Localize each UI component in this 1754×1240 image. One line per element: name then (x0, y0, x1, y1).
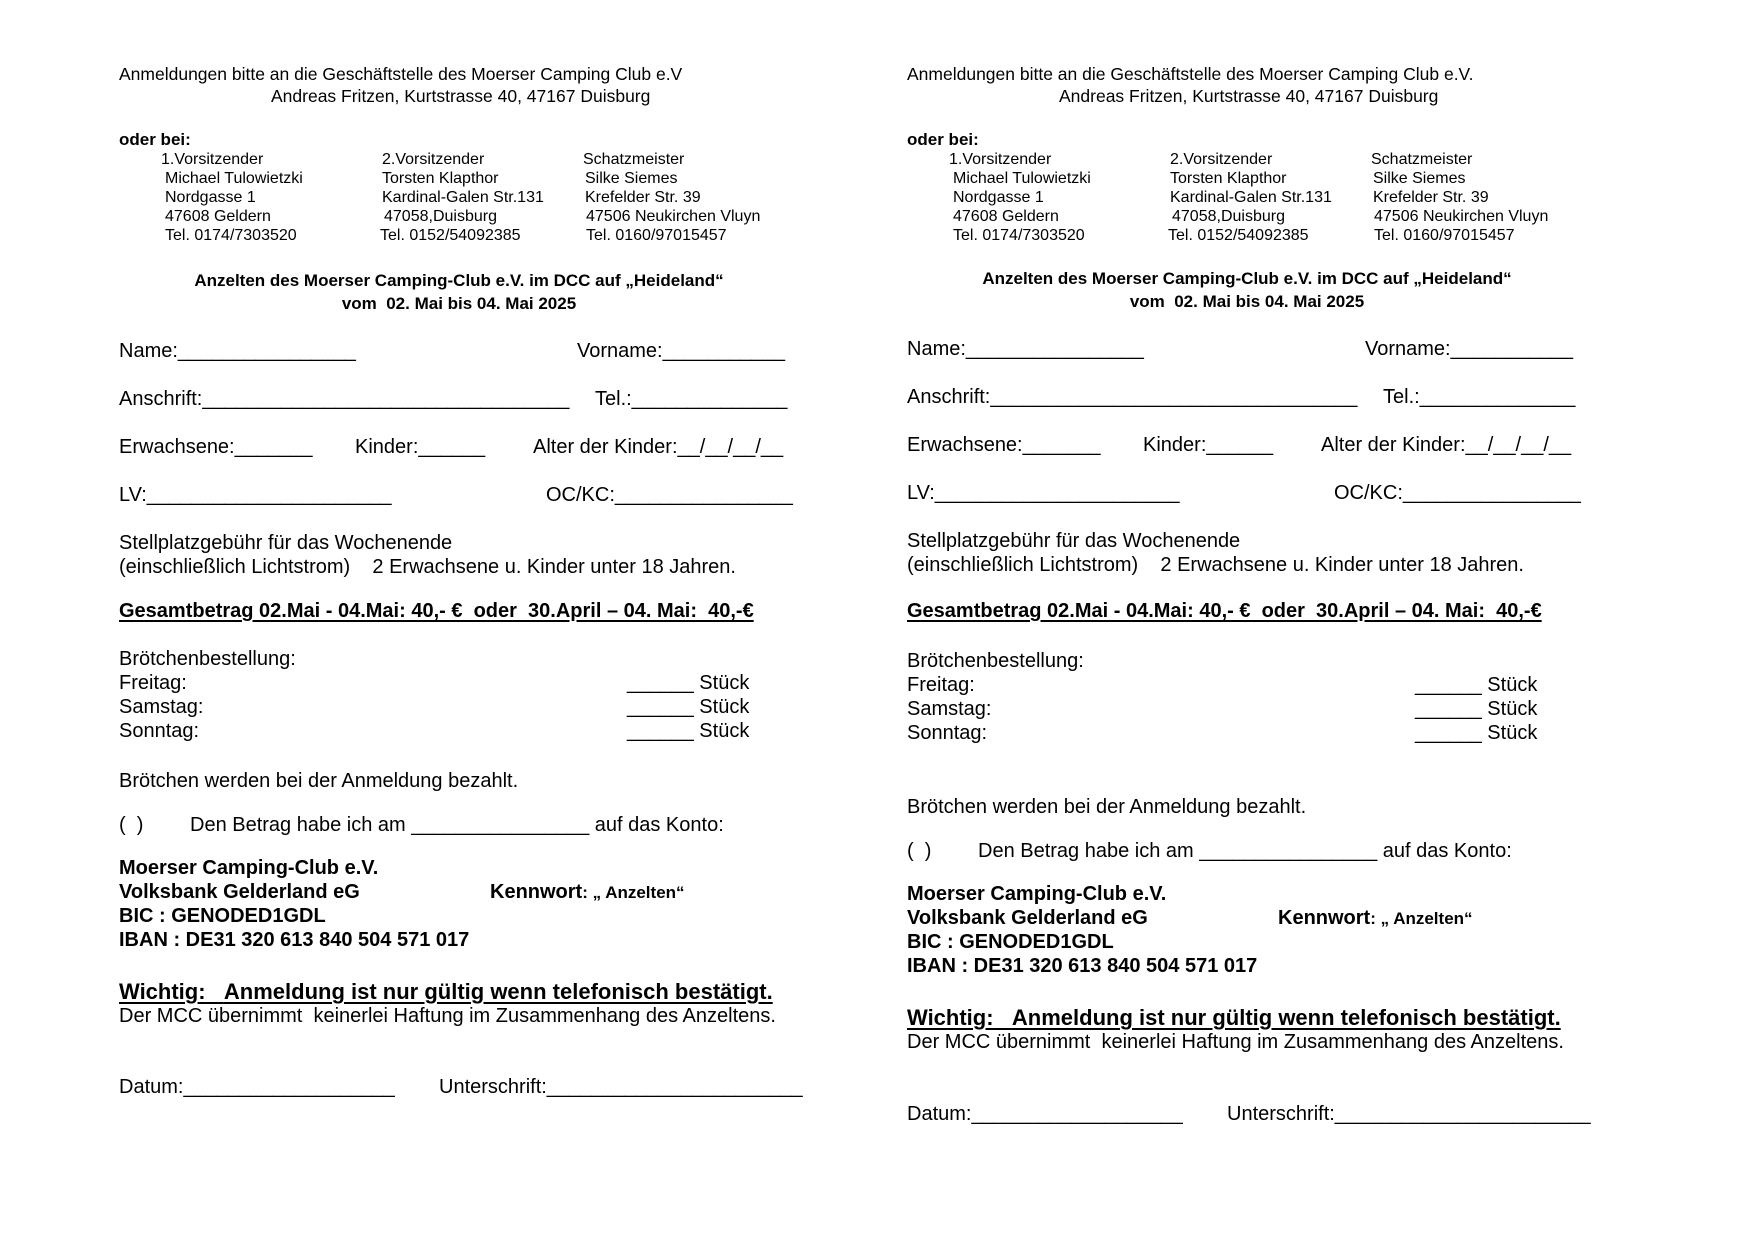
bank-name: Volksbank Gelderland eG (119, 881, 360, 903)
contact-street: Nordgasse 1 (165, 189, 256, 206)
contact-street: Kardinal-Galen Str.131 (1170, 189, 1332, 206)
lv-field[interactable]: LV:______________________ (907, 482, 1180, 504)
kennwort (1278, 908, 1473, 928)
broetchen-day: Sonntag: (907, 722, 988, 744)
unterschrift-field[interactable]: Unterschrift:_______________________ (1227, 1103, 1591, 1125)
registration-form-left (119, 0, 879, 1240)
kennwort-value: : „ Anzelten“ (1370, 909, 1473, 928)
kennwort (490, 882, 685, 902)
broetchen-qty[interactable]: ______ Stück (627, 720, 750, 742)
contact-city: 47058,Duisburg (1172, 208, 1285, 225)
oder-bei-label: oder bei: (907, 130, 979, 149)
wichtig-text: Anmeldung ist nur gültig wenn telefonisch bestätigt (1011, 1005, 1555, 1030)
contact-role: 2.Vorsitzender (382, 151, 485, 168)
payment-checkbox[interactable]: ( ) (907, 840, 932, 862)
bic: BIC : GENODED1GDL (119, 905, 326, 927)
lv-field[interactable]: LV:______________________ (119, 484, 392, 506)
gesamtbetrag: Gesamtbetrag 02.Mai - 04.Mai: 40,- € oder 30.April – 04. Mai: 40,-€ (119, 600, 754, 622)
name-field[interactable]: Name:________________ (907, 338, 1144, 360)
contact-name: Silke Siemes (1373, 170, 1466, 187)
payment-checkbox[interactable]: ( ) (119, 814, 144, 836)
contact-tel: Tel. 0152/54092385 (1168, 227, 1309, 244)
contact-name: Torsten Klapthor (382, 170, 499, 187)
iban: IBAN : DE31 320 613 840 504 571 017 (907, 955, 1258, 977)
wichtig-notice (907, 1007, 1561, 1029)
contact-street: Krefelder Str. 39 (585, 189, 701, 206)
ockc-field[interactable]: OC/KC:________________ (1334, 482, 1581, 504)
contact-name: Silke Siemes (585, 170, 678, 187)
wichtig-period: . (1554, 1005, 1561, 1030)
anschrift-field[interactable]: Anschrift:_________________________________ (119, 388, 570, 410)
wichtig-text: Anmeldung ist nur gültig wenn telefonisch bestätigt (223, 979, 767, 1004)
haftung-note: Der MCC übernimmt keinerlei Haftung im Zusammenhang des Anzeltens. (119, 1005, 776, 1027)
bank-name: Volksbank Gelderland eG (907, 907, 1148, 929)
bank-club: Moerser Camping-Club e.V. (119, 857, 379, 879)
contact-street: Krefelder Str. 39 (1373, 189, 1489, 206)
wichtig-period: . (766, 979, 773, 1004)
broetchen-day: Samstag: (907, 698, 992, 720)
wichtig-label: Wichtig: (119, 979, 206, 1004)
kennwort-label: Kennwort (490, 881, 583, 903)
broetchen-note: Brötchen werden bei der Anmeldung bezahlt. (119, 770, 519, 792)
datum-field[interactable]: Datum:___________________ (119, 1076, 395, 1098)
contact-tel: Tel. 0160/97015457 (1374, 227, 1515, 244)
broetchen-qty[interactable]: ______ Stück (627, 696, 750, 718)
kinder-field[interactable]: Kinder:______ (1143, 434, 1274, 456)
contact-role: Schatzmeister (583, 151, 685, 168)
contact-role: 1.Vorsitzender (949, 151, 1052, 168)
contact-role: Schatzmeister (1371, 151, 1473, 168)
broetchen-day: Freitag: (119, 672, 187, 694)
event-title-line-1: Anzelten des Moerser Camping-Club e.V. im DCC auf „Heideland“ (194, 271, 724, 290)
header-line-1: Anmeldungen bitte an die Geschäftstelle des Moerser Camping Club e.V (119, 64, 683, 84)
contact-name: Torsten Klapthor (1170, 170, 1287, 187)
ockc-field[interactable]: OC/KC:________________ (546, 484, 793, 506)
unterschrift-field[interactable]: Unterschrift:_______________________ (439, 1076, 803, 1098)
wichtig-notice (119, 981, 773, 1003)
fee-line-2: (einschließlich Lichtstrom) 2 Erwachsene u. Kinder unter 18 Jahren. (119, 556, 736, 578)
oder-bei-label: oder bei: (119, 130, 191, 149)
fee-line-1: Stellplatzgebühr für das Wochenende (119, 532, 453, 554)
contact-name: Michael Tulowietzki (165, 170, 303, 187)
vorname-field[interactable]: Vorname:___________ (1365, 338, 1573, 360)
broetchen-heading: Brötchenbestellung: (119, 648, 296, 670)
contact-street: Nordgasse 1 (953, 189, 1044, 206)
bank-club: Moerser Camping-Club e.V. (907, 883, 1167, 905)
broetchen-qty[interactable]: ______ Stück (627, 672, 750, 694)
contact-tel: Tel. 0174/7303520 (165, 227, 297, 244)
event-title-line-1: Anzelten des Moerser Camping-Club e.V. im DCC auf „Heideland“ (982, 269, 1512, 288)
alter-kinder-field[interactable]: Alter der Kinder:__/__/__/__ (1321, 434, 1572, 456)
datum-field[interactable]: Datum:___________________ (907, 1103, 1183, 1125)
tel-field[interactable]: Tel.:______________ (595, 388, 788, 410)
header-line-1: Anmeldungen bitte an die Geschäftstelle des Moerser Camping Club e.V. (907, 64, 1474, 84)
registration-form-right (907, 0, 1667, 1240)
contact-tel: Tel. 0174/7303520 (953, 227, 1085, 244)
bic: BIC : GENODED1GDL (907, 931, 1114, 953)
vorname-field[interactable]: Vorname:___________ (577, 340, 785, 362)
erwachsene-field[interactable]: Erwachsene:_______ (119, 436, 313, 458)
kennwort-label: Kennwort (1278, 907, 1371, 929)
event-title-line-2: vom 02. Mai bis 04. Mai 2025 (1129, 292, 1365, 311)
broetchen-qty[interactable]: ______ Stück (1415, 722, 1538, 744)
broetchen-qty[interactable]: ______ Stück (1415, 698, 1538, 720)
header-line-2: Andreas Fritzen, Kurtstrasse 40, 47167 Duisburg (271, 86, 651, 106)
haftung-note: Der MCC übernimmt keinerlei Haftung im Zusammenhang des Anzeltens. (907, 1031, 1564, 1053)
name-field[interactable]: Name:________________ (119, 340, 356, 362)
erwachsene-field[interactable]: Erwachsene:_______ (907, 434, 1101, 456)
contact-tel: Tel. 0152/54092385 (380, 227, 521, 244)
broetchen-day: Sonntag: (119, 720, 200, 742)
alter-kinder-field[interactable]: Alter der Kinder:__/__/__/__ (533, 436, 784, 458)
contact-city: 47608 Geldern (165, 208, 271, 225)
betrag-line[interactable]: Den Betrag habe ich am ________________ auf das Konto: (978, 840, 1512, 862)
broetchen-qty[interactable]: ______ Stück (1415, 674, 1538, 696)
contact-street: Kardinal-Galen Str.131 (382, 189, 544, 206)
contact-role: 2.Vorsitzender (1170, 151, 1273, 168)
contact-city: 47506 Neukirchen Vluyn (586, 208, 761, 225)
iban: IBAN : DE31 320 613 840 504 571 017 (119, 929, 470, 951)
wichtig-label: Wichtig: (907, 1005, 994, 1030)
contact-city: 47058,Duisburg (384, 208, 497, 225)
fee-line-2: (einschließlich Lichtstrom) 2 Erwachsene u. Kinder unter 18 Jahren. (907, 554, 1524, 576)
contact-tel: Tel. 0160/97015457 (586, 227, 727, 244)
contact-city: 47506 Neukirchen Vluyn (1374, 208, 1549, 225)
broetchen-heading: Brötchenbestellung: (907, 650, 1084, 672)
kennwort-value: : „ Anzelten“ (582, 883, 685, 902)
broetchen-day: Samstag: (119, 696, 204, 718)
broetchen-day: Freitag: (907, 674, 975, 696)
contact-role: 1.Vorsitzender (161, 151, 264, 168)
contact-name: Michael Tulowietzki (953, 170, 1091, 187)
kinder-field[interactable]: Kinder:______ (355, 436, 486, 458)
event-title-line-2: vom 02. Mai bis 04. Mai 2025 (341, 294, 577, 313)
fee-line-1: Stellplatzgebühr für das Wochenende (907, 530, 1241, 552)
broetchen-note: Brötchen werden bei der Anmeldung bezahlt. (907, 796, 1307, 818)
tel-field[interactable]: Tel.:______________ (1383, 386, 1576, 408)
gesamtbetrag: Gesamtbetrag 02.Mai - 04.Mai: 40,- € oder 30.April – 04. Mai: 40,-€ (907, 600, 1542, 622)
betrag-line[interactable]: Den Betrag habe ich am ________________ auf das Konto: (190, 814, 724, 836)
contact-city: 47608 Geldern (953, 208, 1059, 225)
anschrift-field[interactable]: Anschrift:_________________________________ (907, 386, 1358, 408)
header-line-2: Andreas Fritzen, Kurtstrasse 40, 47167 Duisburg (1059, 86, 1439, 106)
